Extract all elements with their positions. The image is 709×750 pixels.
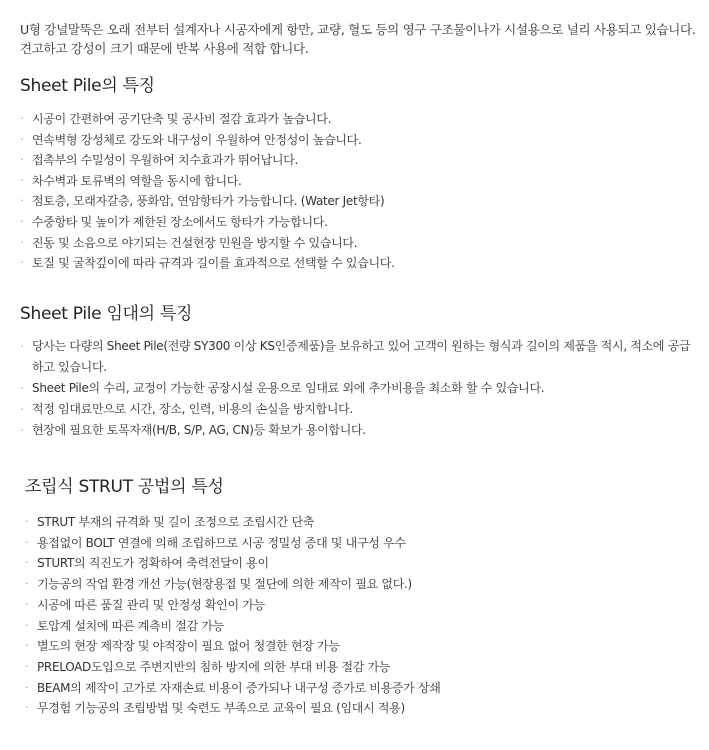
list-item-text: Sheet Pile의 수리, 교정이 가능한 공장시설 운용으로 임대료 외에 추가비용을 최소화 할 수 있습니다. xyxy=(32,381,545,395)
list-item-text: 현장에 필요한 토목자재(H/B, S/P, AG, CN)등 확보가 용이합니다. xyxy=(32,423,366,437)
list-item-text: 수중항타 및 높이가 제한된 장소에서도 항타가 가능합니다. xyxy=(32,214,328,229)
list-item xyxy=(20,171,700,192)
list-item xyxy=(25,553,700,574)
feature-list xyxy=(20,336,700,441)
list-item xyxy=(25,533,700,554)
list-item xyxy=(20,233,700,254)
list-item xyxy=(25,678,700,699)
list-item xyxy=(25,636,700,657)
feature-list xyxy=(20,109,700,274)
list-item-text: 진동 및 소음으로 야기되는 건설현장 민원을 방지할 수 있습니다. xyxy=(32,235,358,250)
list-item xyxy=(25,574,700,595)
bullet-icon: · xyxy=(25,597,29,611)
list-item xyxy=(20,191,700,212)
bullet-icon: · xyxy=(25,535,29,549)
bullet-icon: · xyxy=(20,112,24,125)
list-item xyxy=(20,420,700,441)
list-item-text: 토압계 설치에 따른 계측비 절감 가능 xyxy=(37,618,224,633)
list-item xyxy=(20,212,700,233)
bullet-icon: · xyxy=(20,194,24,208)
list-item xyxy=(25,698,700,719)
bullet-icon: · xyxy=(20,173,24,187)
list-item xyxy=(25,616,700,637)
list-item-text: 접촉부의 수밀성이 우월하여 치수효과가 뛰어납니다. xyxy=(32,153,298,168)
bullet-icon: · xyxy=(20,256,24,270)
sheet-pile-rental-section xyxy=(20,302,700,441)
list-item xyxy=(20,378,700,399)
list-item xyxy=(20,109,700,130)
bullet-icon: · xyxy=(25,639,29,653)
bullet-icon: · xyxy=(20,235,24,249)
list-item-text: BEAM의 제작이 고가로 자재손료 비용이 증가되나 내구성 증가로 비용증가 상쇄 xyxy=(37,680,441,695)
list-item xyxy=(25,512,700,533)
list-item xyxy=(20,150,700,171)
list-item-text: 무경험 기능공의 조립방법 및 숙련도 부족으로 교육이 필요 (임대시 적용) xyxy=(37,701,405,716)
list-item-text: 별도의 현장 제작장 및 야적장이 필요 없어 청결한 현장 가능 xyxy=(37,639,340,654)
list-item-text: 적정 임대료만으로 시간, 장소, 인력, 비용의 손실을 방지합니다. xyxy=(32,402,353,416)
bullet-icon: · xyxy=(20,214,24,228)
bullet-icon: · xyxy=(20,424,24,437)
list-item xyxy=(20,336,700,378)
section-title: Sheet Pile의 특징 xyxy=(20,76,155,96)
list-item-text: 기능공의 작업 환경 개선 가능(현장용접 및 절단에 의한 제작이 필요 없다.) xyxy=(37,577,412,592)
list-item-text: 연속벽형 강성체로 강도와 내구성이 우월하여 안정성이 높습니다. xyxy=(32,132,362,147)
intro-line-2: 견고하고 강성이 크기 때문에 반복 사용에 적합 합니다. xyxy=(20,41,309,56)
bullet-icon: · xyxy=(20,340,24,353)
list-item-text: 차수벽과 토류벽의 역할을 동시에 합니다. xyxy=(32,173,242,188)
list-item-text: 점토층, 모래자갈층, 풍화암, 연암항타가 가능합니다. (Water Jet항타) xyxy=(32,194,385,209)
intro-paragraph xyxy=(20,20,700,58)
bullet-icon: · xyxy=(25,701,29,715)
list-item-text: 용접없이 BOLT 연결에 의해 조립하므로 시공 정밀성 증대 및 내구성 우수 xyxy=(37,535,406,550)
bullet-icon: · xyxy=(25,618,29,632)
list-item-text: 토질 및 굴착깊이에 따라 규격과 길이를 효과적으로 선택할 수 있습니다. xyxy=(32,256,395,271)
bullet-icon: · xyxy=(25,556,29,570)
strut-method-section xyxy=(25,475,700,719)
intro-line-1: U형 강널말뚝은 오래 전부터 설계자나 시공자에게 항만, 교량, 혈도 등의 영구 구조물이나가 시설용으로 널리 사용되고 있습니다. xyxy=(20,22,696,37)
list-item-text: PRELOAD도입으로 주변지반의 침하 방지에 의한 부대 비용 절감 가능 xyxy=(37,659,391,674)
bullet-icon: · xyxy=(25,577,29,591)
feature-list xyxy=(25,512,700,719)
bullet-icon: · xyxy=(20,382,24,395)
section-title: 조립식 STRUT 공법의 특성 xyxy=(25,477,224,497)
list-item-text: STRUT 부재의 규격화 및 길이 조정으로 조립시간 단축 xyxy=(37,515,315,529)
bullet-icon: · xyxy=(20,403,24,416)
sheet-pile-features-section xyxy=(20,74,700,274)
bullet-icon: · xyxy=(25,659,29,673)
bullet-icon: · xyxy=(25,680,29,694)
list-item xyxy=(25,657,700,678)
bullet-icon: · xyxy=(20,132,24,146)
list-item-text: 당사는 다량의 Sheet Pile(전량 SY300 이상 KS인증제품)을 보유하고 있어 고객이 원하는 형식과 길이의 제품을 적시, 적소에 공급하고 있습니다. xyxy=(32,339,691,374)
bullet-icon: · xyxy=(25,515,29,528)
list-item-text: 시공이 간편하여 공기단축 및 공사비 절감 효과가 높습니다. xyxy=(32,112,332,126)
list-item xyxy=(20,399,700,420)
list-item-text: 시공에 따른 품질 관리 및 안정성 확인이 가능 xyxy=(37,597,265,612)
bullet-icon: · xyxy=(20,153,24,167)
section-title: Sheet Pile 임대의 특징 xyxy=(20,304,193,324)
list-item-text: STURT의 직진도가 정확하여 축력전달이 용이 xyxy=(37,556,269,571)
list-item xyxy=(20,130,700,151)
list-item xyxy=(25,595,700,616)
list-item xyxy=(20,253,700,274)
